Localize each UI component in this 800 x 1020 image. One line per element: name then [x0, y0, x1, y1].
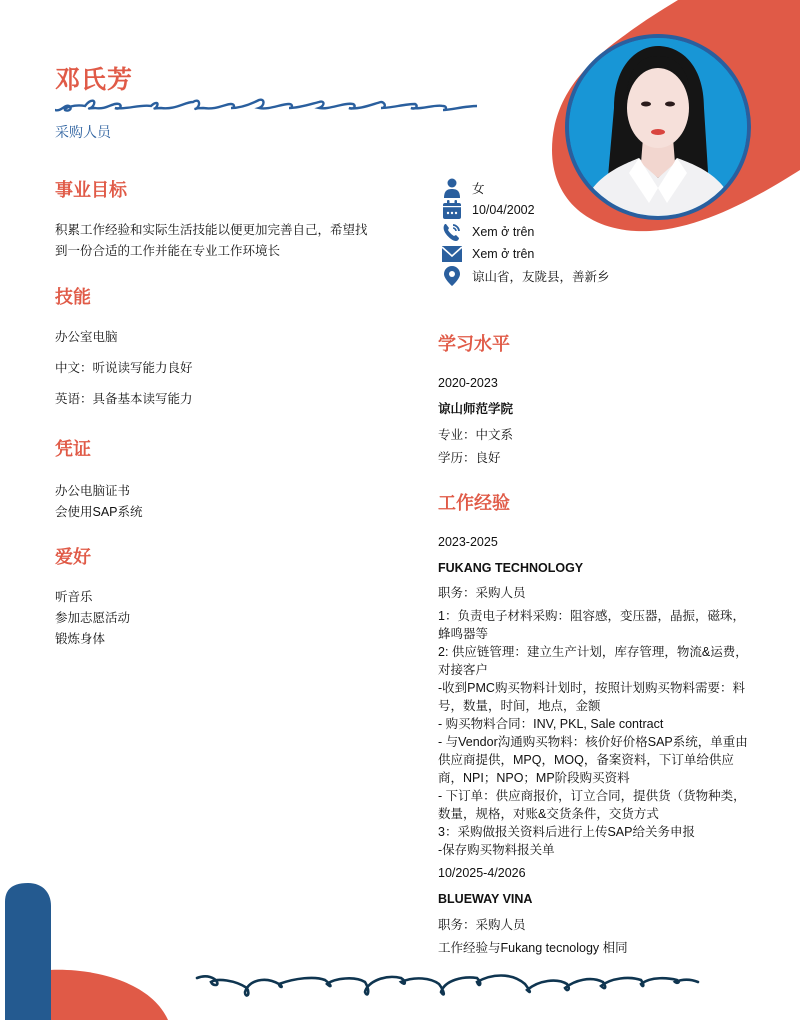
job-description-line: -保存购买物料报关单 — [438, 843, 555, 857]
section-title-education: 学习水平 — [438, 334, 510, 354]
job-description-line: 2: 供应链管理：建立生产计划，库存管理，物流&运费， — [438, 645, 748, 659]
job-description-line: 工作经验与Fukang tecnology 相同 — [438, 941, 628, 955]
address-value: 谅山省，友陇县，善新乡 — [472, 270, 610, 284]
job-description-line: 3：采购做报关资料后进行上传SAP给关务申报 — [438, 825, 695, 839]
job-description-line: 供应商提供，MPQ，MOQ，备案资料，下订单给供应 — [438, 753, 734, 767]
hobby-item: 参加志愿活动 — [55, 611, 131, 625]
objective-line: 积累工作经验和实际生活技能以便更加完善自己，希望找 — [55, 223, 368, 237]
certificate-item: 会使用SAP系统 — [55, 505, 143, 519]
section-title-experience: 工作经验 — [438, 493, 510, 513]
decorative-squiggle-bottom — [195, 970, 700, 1002]
phone-icon — [441, 221, 463, 243]
job-title: 采购人员 — [55, 124, 111, 140]
section-title-hobbies: 爱好 — [55, 547, 91, 567]
education-grade: 学历：良好 — [438, 451, 501, 465]
contact-phone — [441, 221, 534, 243]
mail-icon — [441, 243, 463, 265]
education-period: 2020-2023 — [438, 376, 498, 390]
job-description-line: -收到PMC购买物料计划时，按照计划购买物料需要：料 — [438, 681, 745, 695]
education-school: 谅山师范学院 — [438, 402, 514, 416]
calendar-icon — [441, 199, 463, 221]
contact-gender — [441, 177, 485, 199]
birthdate-value: 10/04/2002 — [472, 203, 535, 217]
decorative-squiggle-top — [55, 94, 477, 116]
contact-address — [441, 265, 610, 287]
section-title-skills: 技能 — [55, 287, 91, 307]
job-description-line: 号，数量，时间，地点，金额 — [438, 699, 601, 713]
job-company: BLUEWAY VINA — [438, 892, 533, 906]
job-description-line: 数量，规格，对账&交货条件，交货方式 — [438, 807, 659, 821]
skill-item: 中文：听说读写能力良好 — [55, 361, 193, 375]
contact-birthdate — [441, 199, 535, 221]
job-company: FUKANG TECHNOLOGY — [438, 561, 584, 575]
gender-value: 女 — [472, 182, 485, 196]
section-title-certificates: 凭证 — [55, 439, 91, 459]
person-icon — [441, 177, 463, 199]
objective-text — [55, 220, 395, 262]
job-description — [438, 607, 763, 859]
certificates-list — [55, 481, 395, 523]
portrait-illustration — [569, 38, 747, 216]
job-description-line: 蜂鸣器等 — [438, 627, 489, 641]
job-description-line: - 与Vendor沟通购买物料：核价好价格SAP系统，单重由 — [438, 735, 748, 749]
job-description-line: 对接客户 — [438, 663, 489, 677]
hobby-item: 锻炼身体 — [55, 632, 106, 646]
job-description-line: 1：负责电子材料采购：阻容感，变压器，晶振，磁珠， — [438, 609, 745, 623]
job-description-line: - 购买物料合同：INV, PKL, Sale contract — [438, 717, 664, 731]
section-title-objective: 事业目标 — [55, 180, 127, 200]
profile-photo — [569, 38, 747, 216]
job-period: 2023-2025 — [438, 535, 498, 549]
decorative-shapes-bottom — [0, 880, 180, 1020]
hobbies-list — [55, 587, 395, 650]
email-value: Xem ở trên — [472, 247, 535, 261]
phone-value: Xem ở trên — [472, 225, 535, 239]
objective-line: 到一份合适的工作并能在专业工作环境长 — [55, 244, 281, 258]
skill-item: 办公室电脑 — [55, 330, 118, 344]
job-position: 职务：采购人员 — [438, 918, 526, 932]
contact-email — [441, 243, 534, 265]
job-position: 职务：采购人员 — [438, 586, 526, 600]
education-major: 专业：中文系 — [438, 428, 514, 442]
candidate-name: 邓氏芳 — [55, 66, 134, 94]
hobby-item: 听音乐 — [55, 590, 93, 604]
certificate-item: 办公电脑证书 — [55, 484, 131, 498]
skill-item: 英语：具备基本读写能力 — [55, 392, 193, 406]
location-pin-icon — [441, 265, 463, 287]
job-description-line: 商，NPI；NPO；MP阶段购买资料 — [438, 771, 630, 785]
job-period: 10/2025-4/2026 — [438, 866, 526, 880]
job-description-line: - 下订单：供应商报价，订立合同，提供货（货物种类， — [438, 789, 746, 803]
